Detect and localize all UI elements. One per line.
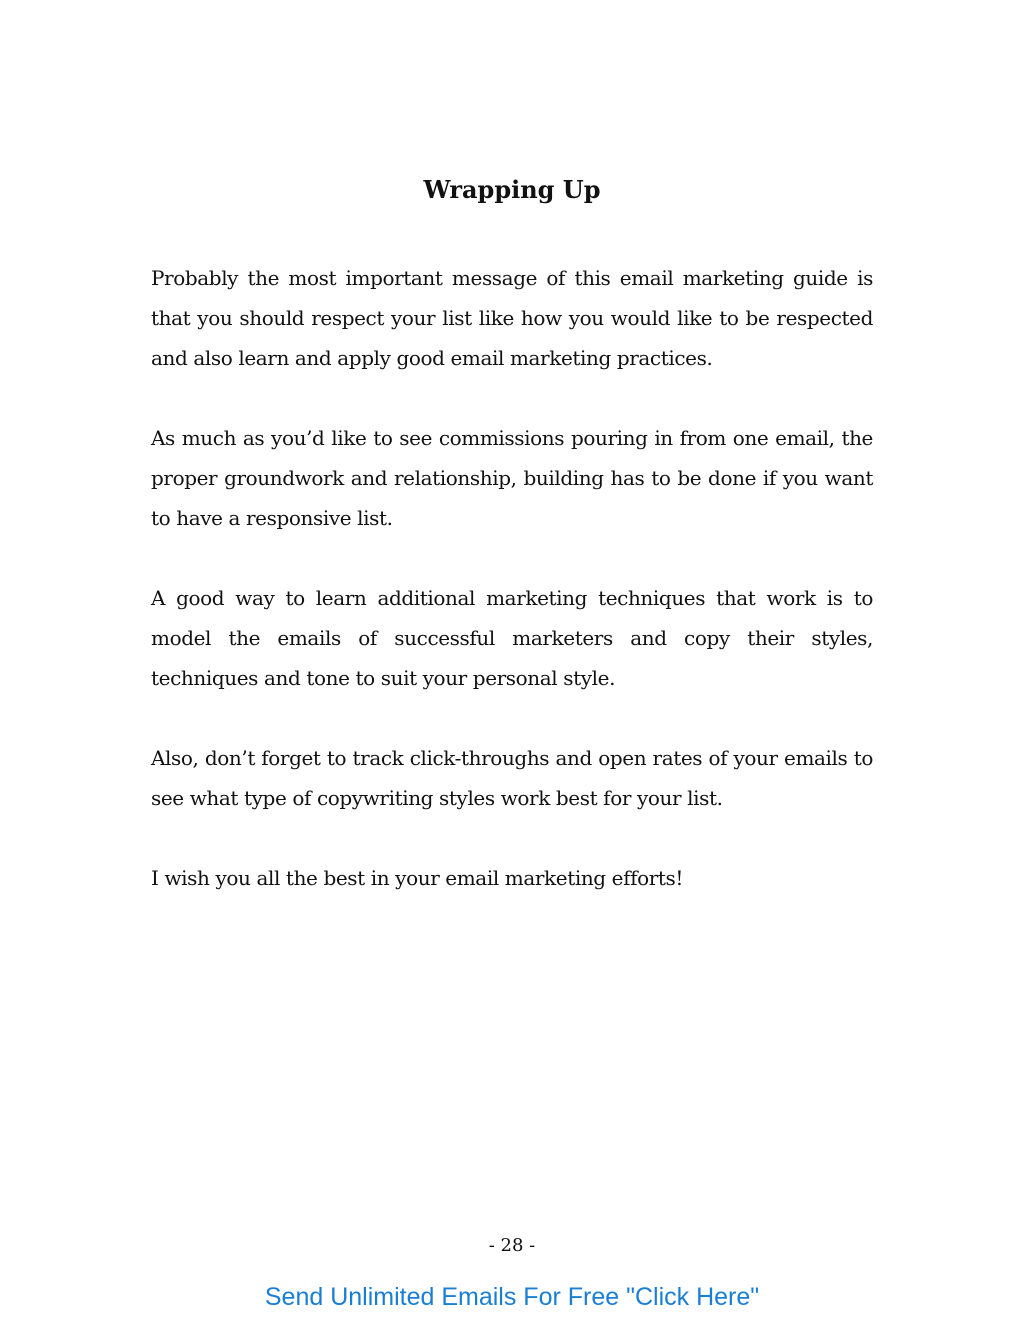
paragraph-4: Also, don’t forget to track click-throughs and open rates of your emails to see what type of copywriting styles work best for your list.	[151, 746, 873, 810]
paragraph-1: Probably the most important message of this email marketing guide is that you should respect your list like how you would like to be respected and also learn and apply good email marketing practices.	[151, 266, 873, 370]
page-number: - 28 -	[488, 1235, 536, 1256]
paragraph-5: I wish you all the best in your email marketing efforts!	[151, 866, 684, 890]
page-title: Wrapping Up	[423, 175, 601, 204]
paragraph-2: As much as you’d like to see commissions pouring in from one email, the proper groundwork and relationship, building has to be done if you want to have a responsive list.	[151, 426, 873, 530]
send-emails-promo-link[interactable]: Send Unlimited Emails For Free "Click Here"	[264, 1283, 760, 1311]
document-body	[151, 258, 873, 938]
paragraph-3: A good way to learn additional marketing techniques that work is to model the emails of successful marketers and copy their styles, techniques and tone to suit your personal style.	[151, 586, 873, 690]
